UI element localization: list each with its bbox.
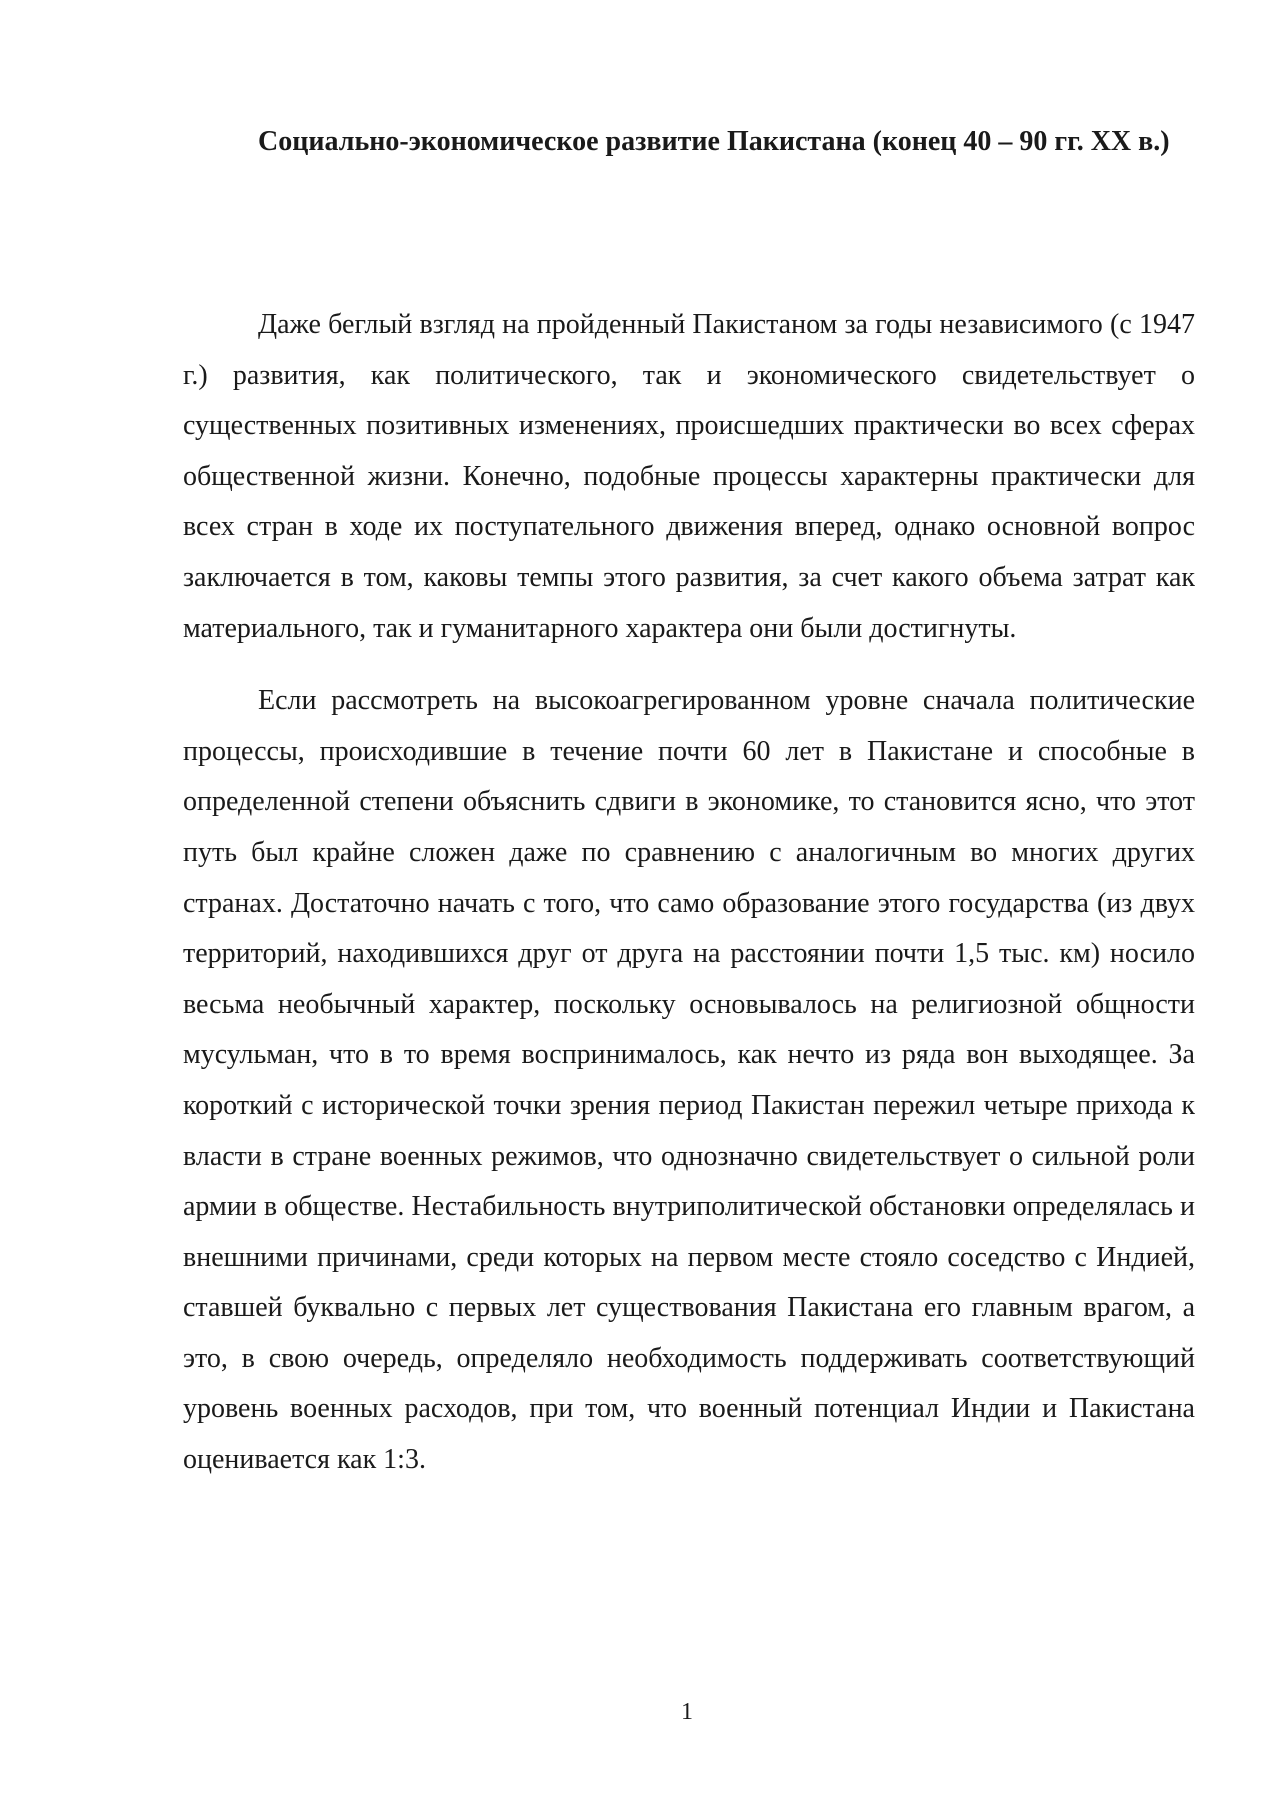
- paragraph-1: Даже беглый взгляд на пройденный Пакистаном за годы независимого (с 1947 г.) развития, как политического, так и экономического свидетельствует о существенных позитивных изменениях, происшедших практически во всех сферах общественной жизни. Конечно, подобные процессы характерны практически для всех стран в ходе их поступательного движения вперед, однако основной вопрос заключается в том, каковы темпы этого развития, за счет какого объема затрат как материального, так и гуманитарного характера они были достигнуты.: [183, 309, 1195, 644]
- document-title: Социально-экономическое развитие Пакистана (конец 40 – 90 гг. XX в.): [258, 126, 1170, 157]
- paragraph-2: Если рассмотреть на высокоагрегированном уровне сначала политические процессы, происходившие в течение почти 60 лет в Пакистане и способные в определенной степени объяснить сдвиги в экономике, то становится ясно, что этот путь был крайне сложен даже по сравнению с аналогичным во многих других странах. Достаточно начать с того, что само образование этого государства (из двух территорий, находившихся друг от друга на расстоянии почти 1,5 тыс. км) носило весьма необычный характер, поскольку основывалось на религиозной общности мусульман, что в то время воспринималось, как нечто из ряда вон выходящее. За короткий с исторической точки зрения период Пакистан пережил четыре прихода к власти в стране военных режимов, что однозначно свидетельствует о сильной роли армии в обществе. Нестабильность внутриполитической обстановки определялась и внешними причинами, среди которых на первом месте стояло соседство с Индией, ставшей буквально с первых лет существования Пакистана его главным врагом, а это, в свою очередь, определяло необходимость поддерживать соответствующий уровень военных расходов, при том, что военный потенциал Индии и Пакистана оценивается как 1:3.: [183, 685, 1195, 1476]
- page-number: 1: [681, 1699, 693, 1725]
- document-body: [183, 300, 1195, 1508]
